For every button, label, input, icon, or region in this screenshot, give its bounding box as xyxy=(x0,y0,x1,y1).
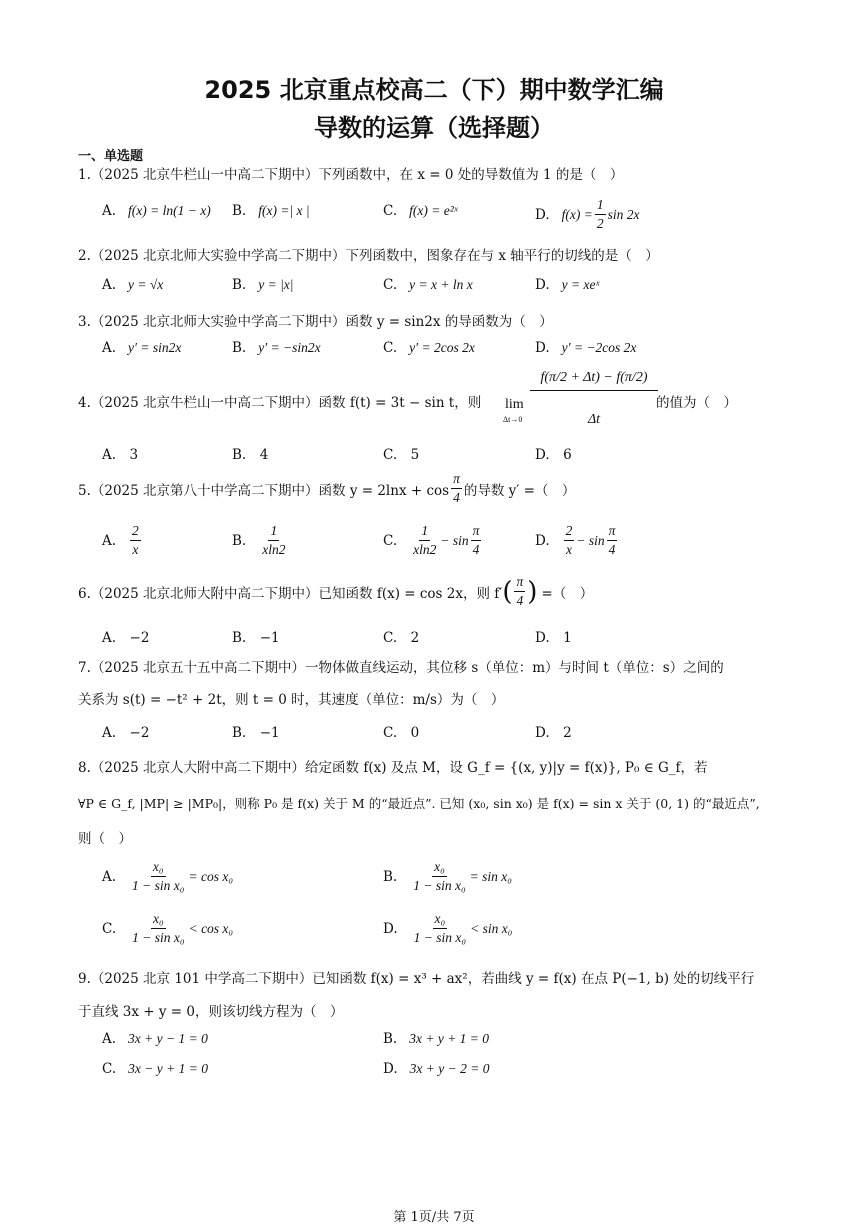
question-3-option-c: C. y′ = 2cos 2x xyxy=(383,340,475,356)
question-3-option-d: D. y′ = −2cos 2x xyxy=(535,340,637,356)
question-1-option-c: C. f(x) = e²ˣ xyxy=(383,203,458,219)
question-8-option-a: A. $\frac{\text{x₀}}{\text{1 − sin x₀}}$ = cos x₀ xyxy=(102,859,234,893)
page-title: 2025 北京重点校高二（下）期中数学汇编 xyxy=(204,76,664,104)
question-9-stem-line2: 于直线 3x + y = 0，则该切线方程为（ ） xyxy=(78,1004,344,1020)
question-9-option-c: C. 3x − y + 1 = 0 xyxy=(102,1061,208,1077)
question-8-option-d: D. $\frac{\text{x₀}}{\text{1 − sin x₀}}$ < sin x₀ xyxy=(383,911,513,945)
question-1-option-d: D. f(x) = $\frac{1}{2}$ sin 2x xyxy=(535,197,640,231)
question-8-stem-line2: ∀P ∈ G_f, |MP| ≥ |MP₀|，则称 P₀ 是 f(x) 关于 M 的“最近点”. 已知 (x₀, sin x₀) 是 f(x) = sin x 关于 (0, 1) 的“最近点”, xyxy=(78,796,760,811)
question-4-stem: 4.（2025 北京牛栏山一中高二下期中）函数 f(t) = 3t − sin t，则 xyxy=(78,395,482,411)
question-9-option-b: B. 3x + y + 1 = 0 xyxy=(383,1031,490,1047)
question-4-option-b: B. 4 xyxy=(232,447,269,463)
question-7-stem-line1: 7.（2025 北京五十五中高二下期中）一物体做直线运动，其位移 s（单位：m）与时间 t（单位：s）之间的 xyxy=(78,660,724,676)
question-3-stem: 3.（2025 北京北师大实验中学高二下期中）函数 y = sin2x 的导函数为（ ） xyxy=(78,314,553,330)
question-4-option-c: C. 5 xyxy=(383,447,420,463)
question-9-option-d: D. 3x + y − 2 = 0 xyxy=(383,1061,490,1077)
question-6-stem: 6.（2025 北京北师大附中高二下期中）已知函数 f(x) = cos 2x，则 f′ ( $\frac{\pi}{4}$ ) =（ ） xyxy=(78,574,594,608)
question-2-option-d: D. y = xeˣ xyxy=(535,277,600,293)
question-1-option-b: B. f(x) =| x | xyxy=(232,203,310,219)
question-5-option-c: C. $\frac{1}{xln2}$ − sin $\frac{\pi}{4}$ xyxy=(383,523,480,557)
question-8-stem-line1: 8.（2025 北京人大附中高二下期中）给定函数 f(x) 及点 M，设 G_f = {(x, y)|y = f(x)}, P₀ ∈ G_f，若 xyxy=(78,760,708,776)
page-subtitle: 导数的运算（选择题） xyxy=(314,114,554,142)
question-7-option-b: B. −1 xyxy=(232,725,280,741)
question-7-stem-line2: 关系为 s(t) = −t² + 2t，则 t = 0 时，其速度（单位：m/s）为（ ） xyxy=(78,692,505,708)
fraction: $\frac{1}{2}$ xyxy=(596,197,604,231)
question-7-option-d: D. 2 xyxy=(535,725,572,741)
question-3-option-a: A. y′ = sin2x xyxy=(102,340,182,356)
question-6-option-a: A. −2 xyxy=(102,630,150,646)
fraction: $\frac{\pi}{4}$ xyxy=(453,471,460,505)
question-4-option-a: A. 3 xyxy=(102,447,139,463)
question-7-option-c: C. 0 xyxy=(383,725,420,741)
question-3-option-b: B. y′ = −sin2x xyxy=(232,340,321,356)
question-5-option-d: D. $\frac{2}{x}$ − sin $\frac{\pi}{4}$ xyxy=(535,523,616,557)
question-2-stem: 2.（2025 北京北师大实验中学高二下期中）下列函数中，图象存在与 x 轴平行的切线的是（ ） xyxy=(78,248,659,264)
question-4-stem-tail: 的值为（ ） xyxy=(656,395,737,411)
question-1-stem: 1.（2025 北京牛栏山一中高二下期中）下列函数中，在 x = 0 处的导数值为 1 的是（ ） xyxy=(78,167,624,183)
question-6-option-b: B. −1 xyxy=(232,630,280,646)
question-9-stem-line1: 9.（2025 北京 101 中学高二下期中）已知函数 f(x) = x³ + ax²，若曲线 y = f(x) 在点 P(−1, b) 处的切线平行 xyxy=(78,971,755,987)
question-5-option-a: A. $\frac{2}{x}$ xyxy=(102,523,139,557)
question-2-option-b: B. y = |x| xyxy=(232,277,294,293)
question-4-option-d: D. 6 xyxy=(535,447,572,463)
question-8-option-b: B. $\frac{\text{x₀}}{\text{1 − sin x₀}}$ = sin x₀ xyxy=(383,859,512,893)
question-9-option-a: A. 3x + y − 1 = 0 xyxy=(102,1031,208,1047)
question-1-option-a: A. f(x) = ln(1 − x) xyxy=(102,203,211,219)
question-8-option-c: C. $\frac{\text{x₀}}{\text{1 − sin x₀}}$ < cos x₀ xyxy=(102,911,234,945)
page-footer: 第 1页/共 7页 xyxy=(393,1210,475,1225)
fraction: $\frac{\pi}{4}$ xyxy=(516,574,524,608)
question-5-stem: 5.（2025 北京第八十中学高二下期中）函数 y = 2lnx + cos $\frac{\pi}{4}$ 的导数 y′ =（ ） xyxy=(78,471,576,505)
question-2-option-a: A. y = √x xyxy=(102,277,164,293)
question-6-option-c: C. 2 xyxy=(383,630,420,646)
question-5-option-b: B. $\frac{1}{xln2}$ xyxy=(232,523,286,557)
question-6-option-d: D. 1 xyxy=(535,630,572,646)
question-8-stem-line3: 则（ ） xyxy=(78,831,132,847)
question-7-option-a: A. −2 xyxy=(102,725,150,741)
section-heading: 一、单选题 xyxy=(78,149,144,164)
question-2-option-c: C. y = x + ln x xyxy=(383,277,473,293)
